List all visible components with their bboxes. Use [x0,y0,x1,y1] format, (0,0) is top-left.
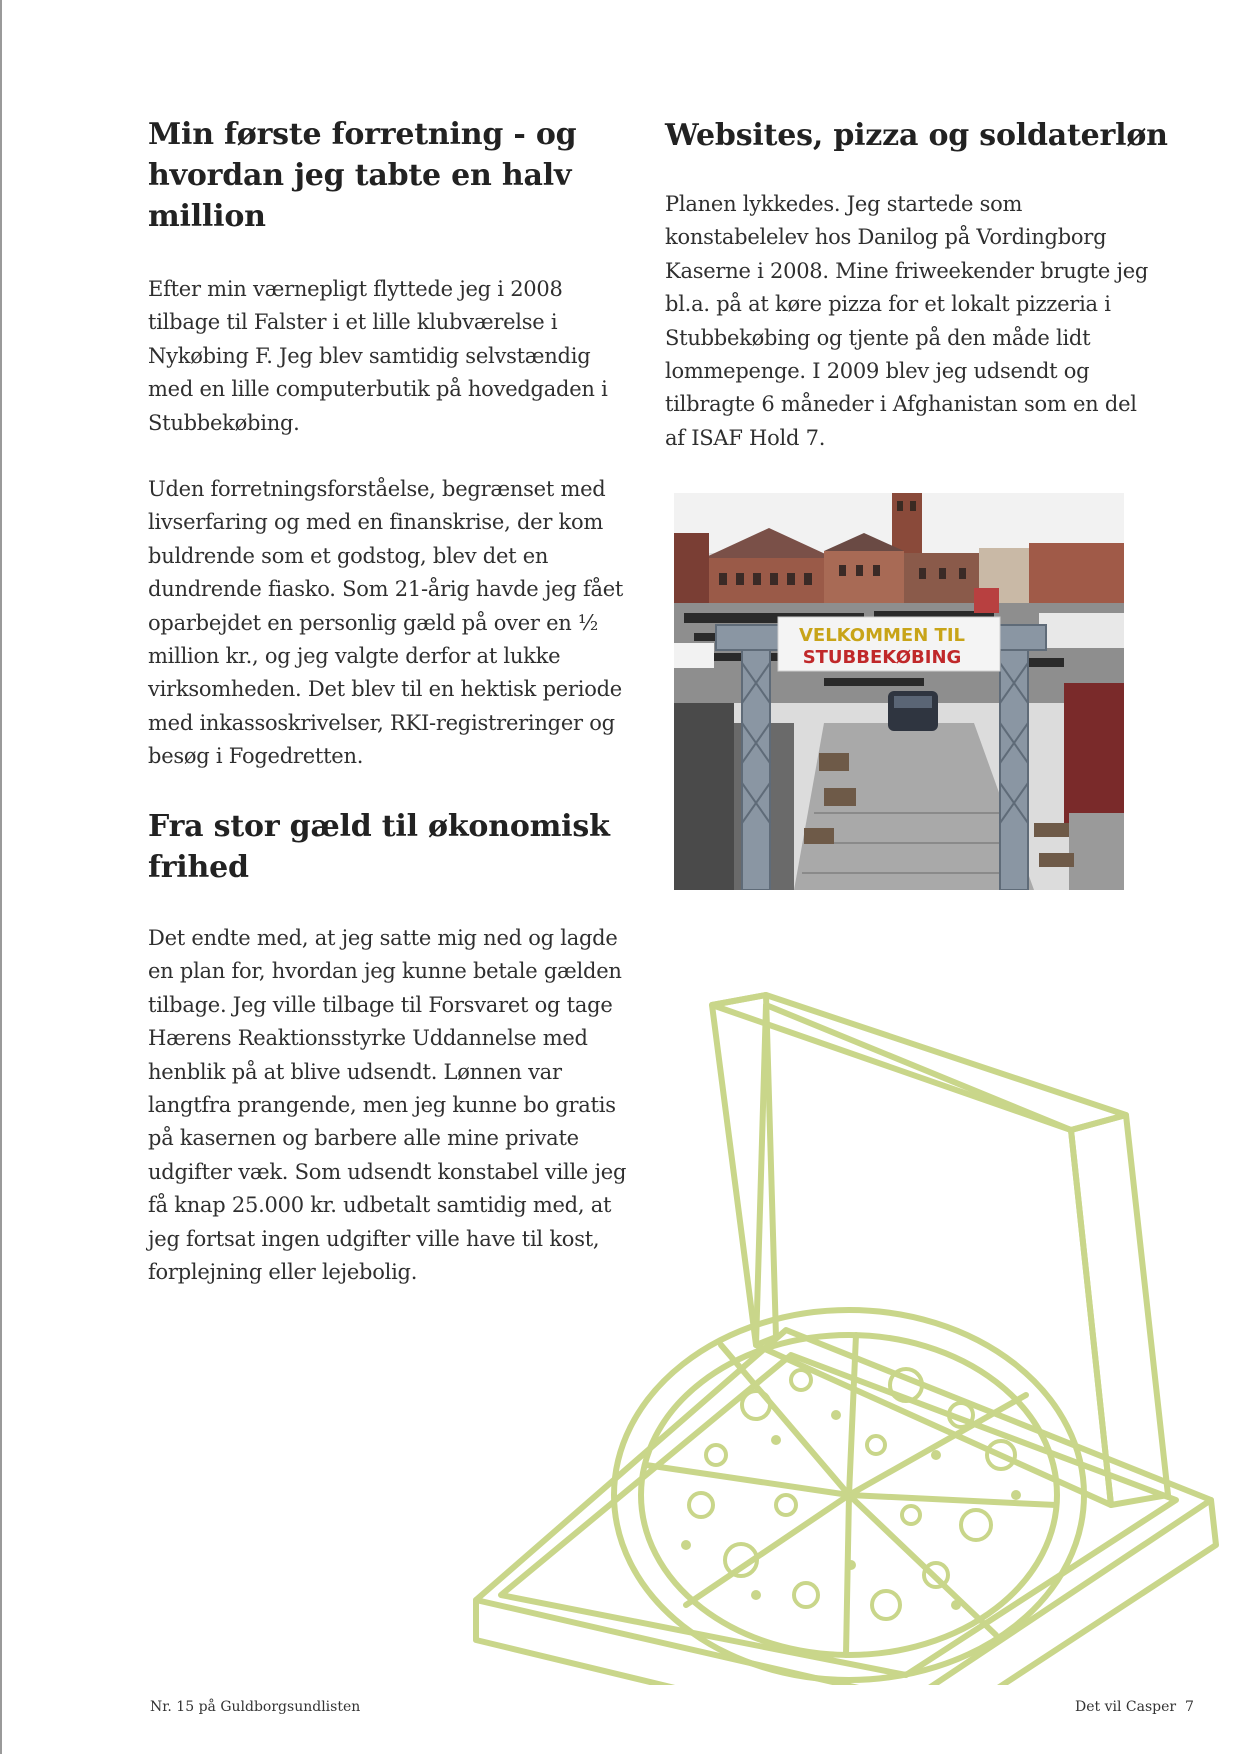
paragraph-fiasco: Uden forretningsforståelse, begrænset med livserfaring og med en finanskrise, der kom buldrende som et godstog, blev det en dundrende fiasko. Som 21-årig havde jeg fået oparbejdet en personlig gæld på over en ½ million kr., og jeg valgte derfor at lukke virksomheden. Det blev til en hektisk periode med inkassoskrivelser, RKI-registreringer og besøg i Fogedretten. [148,477,624,769]
sign-line-2: STUBBEKØBING [802,647,962,668]
heading-debt-to-freedom: Fra stor gæld til økonomisk frihed [148,809,610,885]
stubbekobing-photo [674,493,1124,890]
paragraph-after-service: Efter min værnepligt flyttede jeg i 2008 tilbage til Falster i et lille klubværelse i Nykøbing F. Jeg blev samtidig selvstændig med en lille computerbutik på hovedgaden i Stubbekøbing. [148,277,608,435]
footer-right-text: Det vil Casper [1075,1699,1177,1715]
paragraph-plan-succeeded: Planen lykkedes. Jeg startede som konstabelelev hos Danilog på Vordingborg Kaserne i 2008. Mine friweekender brugte jeg bl.a. på at køre pizza for et lokalt pizzeria i Stubbekøbing og tjente på den måde lidt lommepenge. I 2009 blev jeg udsendt og tilbragte 6 måneder i Afghanistan som en del af ISAF Hold 7. [665,192,1149,450]
page-edge-line [0,0,2,1754]
pizza-box-illustration [456,985,1240,1685]
paragraph-plan: Det endte med, at jeg satte mig ned og lagde en plan for, hvordan jeg kunne betale gælden tilbage. Jeg ville tilbage til Forsvaret og tage Hærens Reaktionsstyrke Uddannelse med henblik på at blive udsendt. Lønnen var langtfra prangende, men jeg kunne bo gratis på kasernen og barbere alle mine private udgifter væk. Som udsendt konstabel ville jeg få knap 25.000 kr. udbetalt samtidig med, at jeg fortsat ingen udgifter ville have til kost, forplejning eller lejebolig. [148,926,627,1285]
sign-line-1: VELKOMMEN TIL [798,625,966,646]
footer-left-text: Nr. 15 på Guldborgsundlisten [150,1699,361,1715]
heading-first-business: Min første forretning - og hvordan jeg tabte en halv million [148,117,577,234]
page-number: 7 [1185,1699,1194,1715]
heading-websites-pizza: Websites, pizza og soldaterløn [665,118,1168,153]
